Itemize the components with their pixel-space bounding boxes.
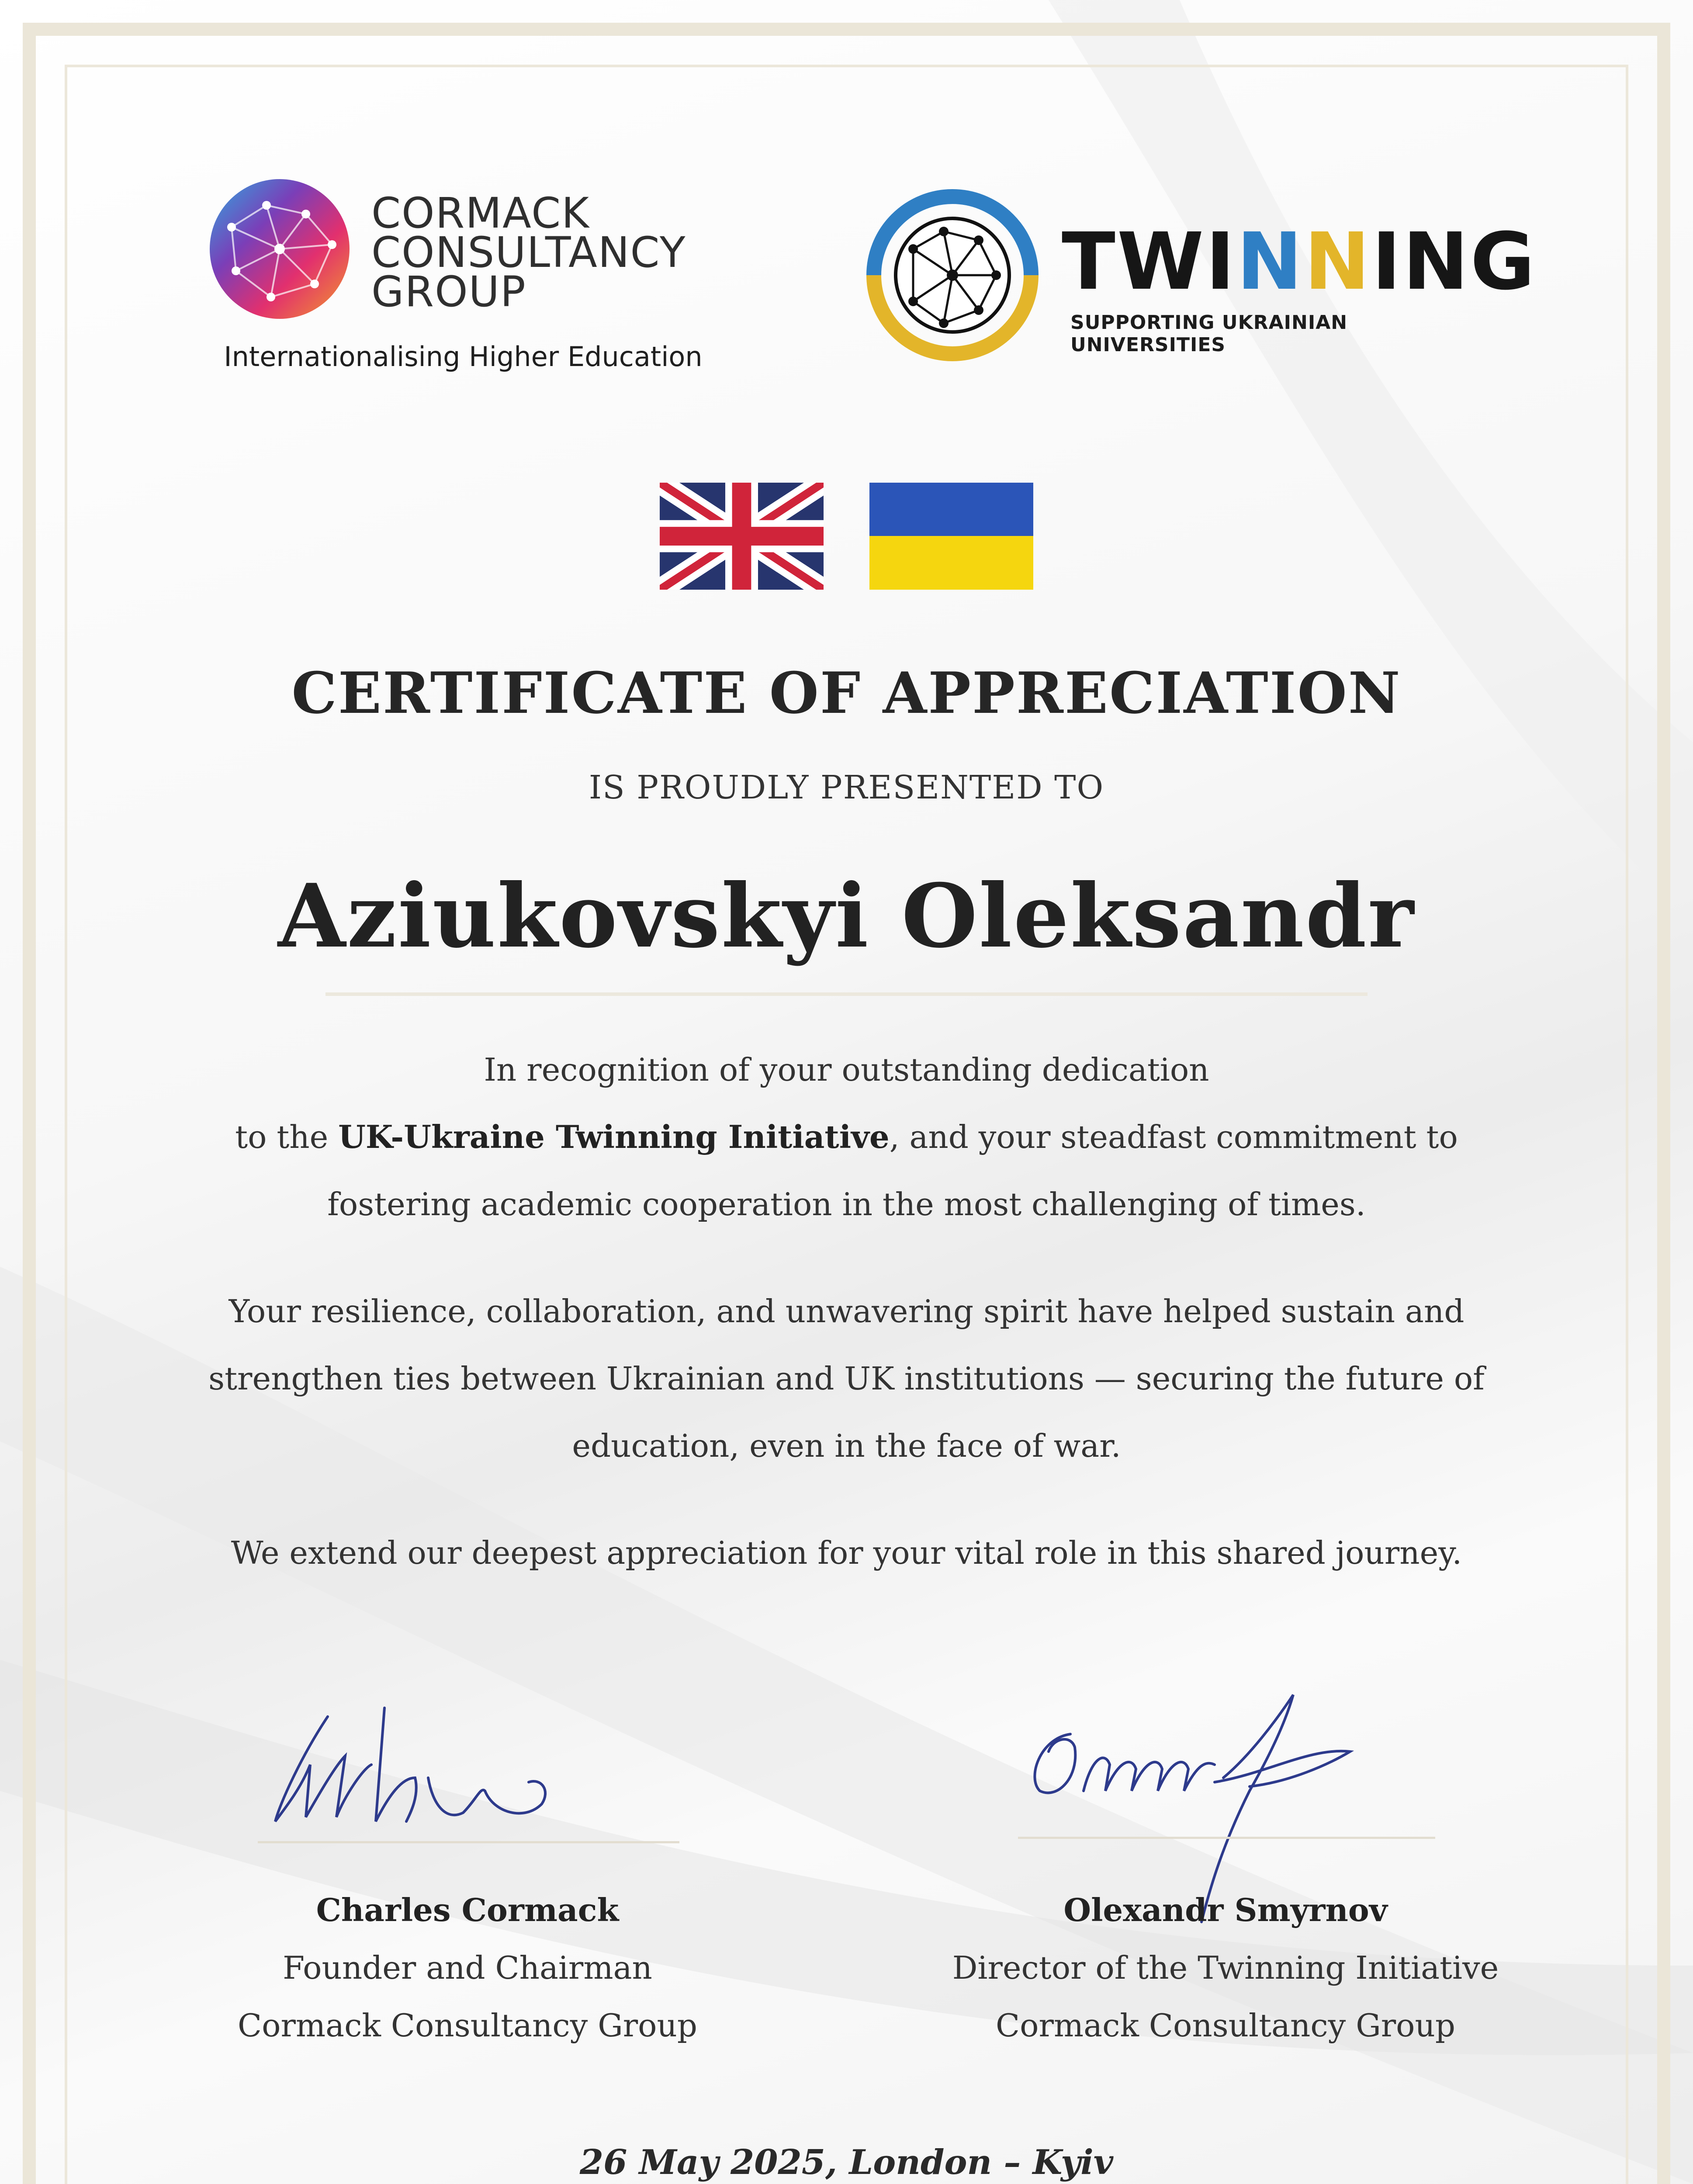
recipient-underline [325,992,1368,996]
ccg-tagline: Internationalising Higher Education [224,341,703,373]
ukraine-flag-icon [869,483,1033,590]
ccg-name-line-3: GROUP [371,267,526,316]
uk-flag-icon [660,483,824,590]
twinning-globe-icon [865,188,1040,363]
signature-charles-cormack [262,1690,699,1856]
recipient-name: Aziukovskyi Oleksandr [277,865,1416,968]
signatory-right [931,1891,1520,2044]
certificate-title: CERTIFICATE OF APPRECIATION [291,660,1402,726]
ukraine-flag-blue [869,483,1033,536]
recognition-line-2-post: , and your steadfast commitment to [889,1119,1458,1155]
signature-line-left [258,1841,679,1843]
recognition-line-2 [0,1103,1693,1171]
ccg-name-line-1: CORMACK [371,189,590,238]
signatory-left-role: Founder and Chairman [283,1949,652,1986]
signature-line-right [1018,1837,1435,1839]
twinning-logo [865,188,1537,371]
signatory-right-org: Cormack Consultancy Group [996,2007,1455,2044]
ccg-globe-icon [205,175,354,323]
recognition-paragraph [0,1036,1693,1238]
recognition-line-1: In recognition of your outstanding dedication [484,1051,1209,1088]
resilience-line-3: education, even in the face of war. [572,1427,1121,1464]
twinning-title-part-1: TWI [1062,216,1237,308]
resilience-line-2: strengthen ties between Ukrainian and UK institutions — securing the future of [208,1360,1485,1397]
signatory-left-name: Charles Cormack [316,1891,619,1928]
signatory-right-name: Olexandr Smyrnov [1063,1891,1388,1928]
signatory-right-role: Director of the Twinning Initiative [952,1949,1499,1986]
recognition-line-3: fostering academic cooperation in the most challenging of times. [327,1186,1366,1223]
resilience-line-1: Your resilience, collaboration, and unwavering spirit have helped sustain and [229,1293,1464,1330]
ukraine-flag-yellow [869,536,1033,590]
recognition-line-2-pre: to the [235,1119,339,1155]
certificate-subtitle: IS PROUDLY PRESENTED TO [589,769,1104,806]
signatory-left-org: Cormack Consultancy Group [238,2007,697,2044]
ccg-name-line-2: CONSULTANCY [371,228,686,277]
twinning-title [1062,216,1537,308]
twinning-subtitle: SUPPORTING UKRAINIAN UNIVERSITIES [1070,311,1348,356]
date-place: 26 May 2025, London – Kyiv [579,2143,1114,2182]
signatory-left [205,1891,730,2044]
twinning-title-part-3: N [1304,216,1372,308]
resilience-paragraph [0,1278,1693,1479]
twinning-title-part-2: N [1236,216,1304,308]
appreciation-line: We extend our deepest appreciation for your vital role in this shared journey. [231,1534,1462,1571]
ccg-logo [205,175,721,384]
twinning-title-part-4: ING [1371,216,1537,308]
initiative-name: UK-Ukraine Twinning Initiative [338,1118,890,1155]
